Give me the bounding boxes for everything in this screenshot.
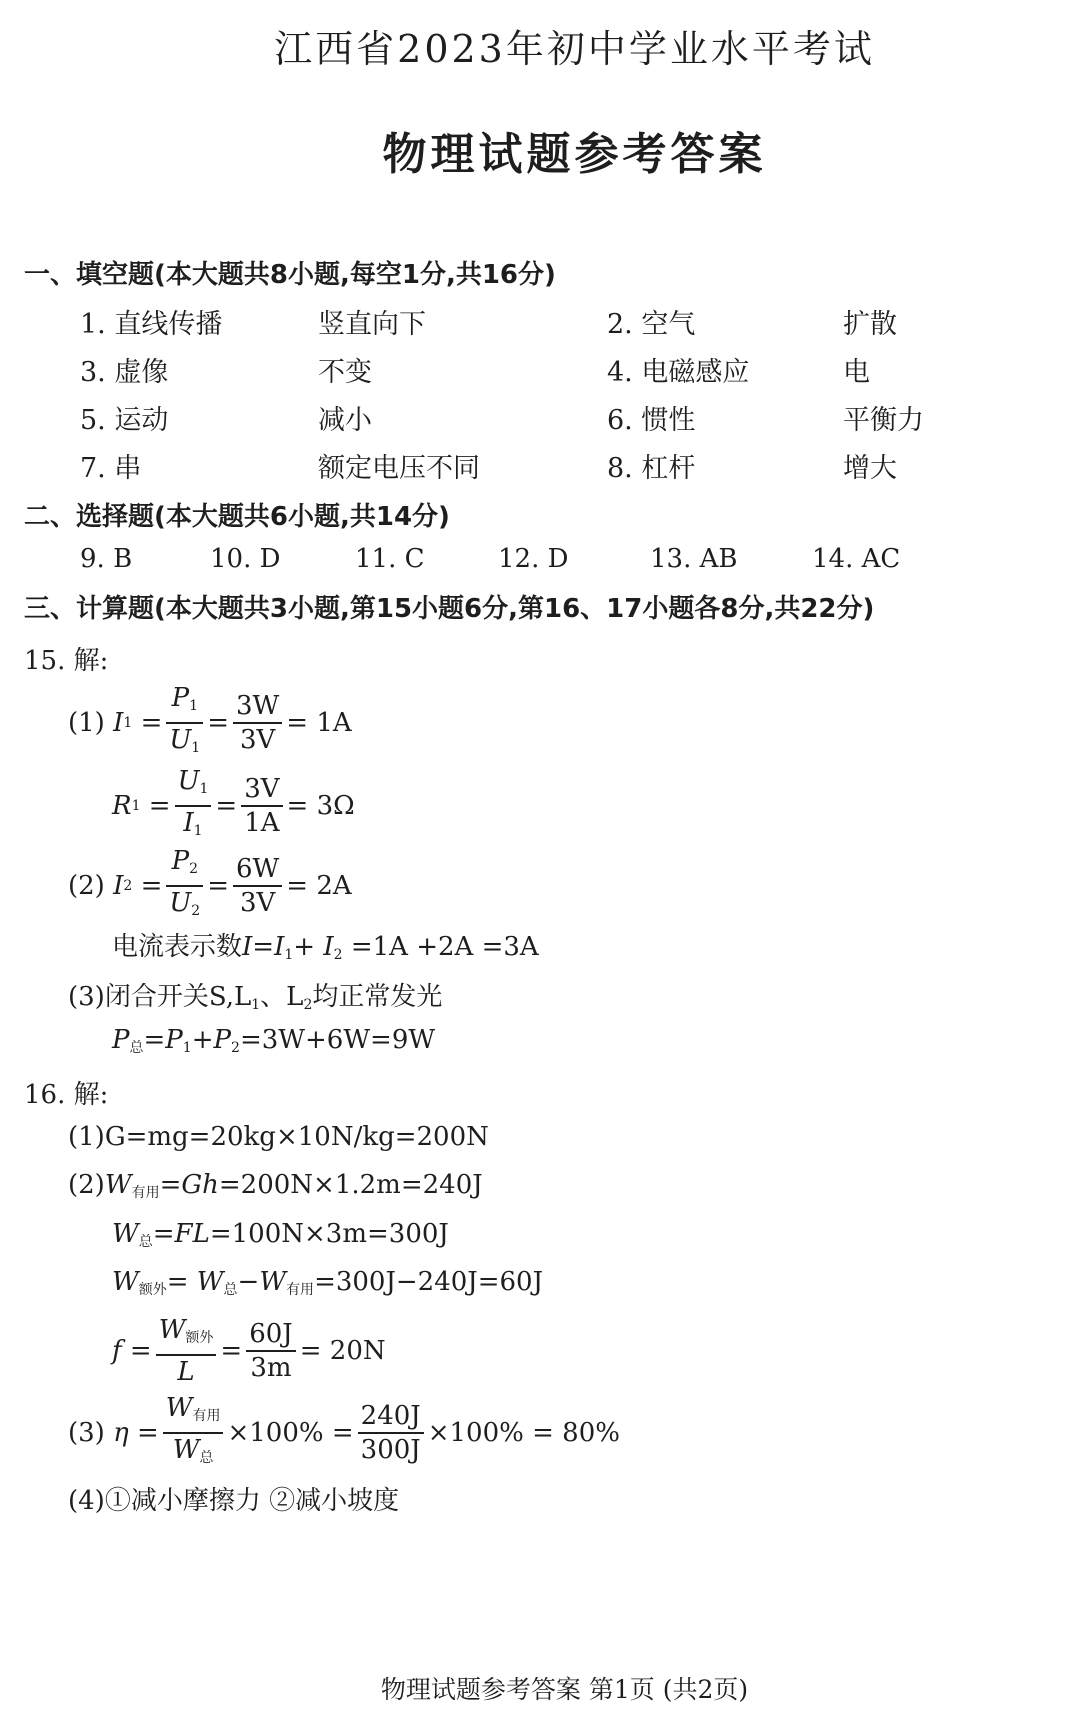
page-footer: 物理试题参考答案 第1页 (共2页) [380,1675,749,1704]
mc-answer: 9. B [80,544,133,574]
answer-cell: 2. 空气 [607,309,696,340]
answer-cell: 1. 直线传播 [80,309,223,340]
q15-part2-current: (2) I 2 = $\frac{P_2}{U_2}$ = $\frac{6W}{3V}$ = 2A [68,845,352,927]
answer-cell: 7. 串 [80,453,142,484]
answer-cell: 减小 [318,405,372,436]
answer-cell: 电 [843,357,870,388]
answer-cell: 竖直向下 [318,309,426,340]
part-label: (1) [68,708,105,738]
section-2-heading: 二、选择题(本大题共6小题,共14分) [24,502,450,532]
section-3-heading: 三、计算题(本大题共3小题,第15小题6分,第16、17小题各8分,共22分) [24,594,875,624]
q15-part1-current: (1) I 1 = $\frac{P_1}{U_1}$ = $\frac{3W}{3V}$ = 1A [68,682,352,764]
document-title: 物理试题参考答案 [382,129,767,180]
q15-ammeter-line: 电流表示数$I=I_1+ I_2 =1A +2A =3A$ [112,932,539,963]
q16-friction: f = $\frac{W_{额外}}{L}$ = $\frac{60J}{3m}$ = 20N [112,1315,386,1387]
part-label: (2) [68,871,105,901]
q16-total-work: $W_总=FL=100N\times 3m=300J$ [112,1219,449,1250]
q16-part1: (1)G=mg=20kg×10N/kg=200N [68,1122,489,1152]
answer-cell: 扩散 [843,309,897,340]
q16-extra-work: $W_{额外}= W_总-W_{有用}=300J-240J=60J$ [112,1267,544,1298]
answer-cell: 额定电压不同 [318,453,480,484]
q15-total-power: $P_总=P_1+P_2=3W+6W=9W$ [112,1025,436,1056]
q15-label: 15. 解: [24,646,109,676]
mc-answer: 12. D [498,544,569,574]
answer-cell: 增大 [843,453,897,484]
q15-resistance: R 1 = $\frac{U_1}{I_1}$ = $\frac{3V}{1A}$ = 3Ω [112,765,355,847]
section-1-heading: 一、填空题(本大题共8小题,每空1分,共16分) [24,260,556,290]
mc-answer: 14. AC [812,544,901,574]
mc-answer: 11. C [355,544,425,574]
answer-cell: 5. 运动 [80,405,169,436]
q16-label: 16. 解: [24,1080,109,1110]
answer-cell: 6. 惯性 [607,405,696,436]
answer-cell: 8. 杠杆 [607,453,696,484]
q16-efficiency: (3) η = $\frac{W_{有用}}{W_总}$ ×100% = $\frac{240J}{300J}$ ×100% = 80% [68,1392,620,1474]
exam-title: 江西省2023年初中学业水平考试 [274,27,875,71]
answer-cell: 平衡力 [843,405,924,436]
q16-part4: (4)①减小摩擦力 ②减小坡度 [68,1486,400,1516]
q16-useful-work: $(2)W_{有用}=Gh=200N\times 1.2m=240J$ [68,1170,483,1201]
answer-cell: 3. 虚像 [80,357,169,388]
answer-cell: 4. 电磁感应 [607,357,750,388]
mc-answer: 10. D [210,544,281,574]
answer-cell: 不变 [318,357,372,388]
q15-part3-line: (3)闭合开关$S,L_1$、$L_2$均正常发光 [68,982,443,1013]
mc-answer: 13. AB [650,544,738,574]
